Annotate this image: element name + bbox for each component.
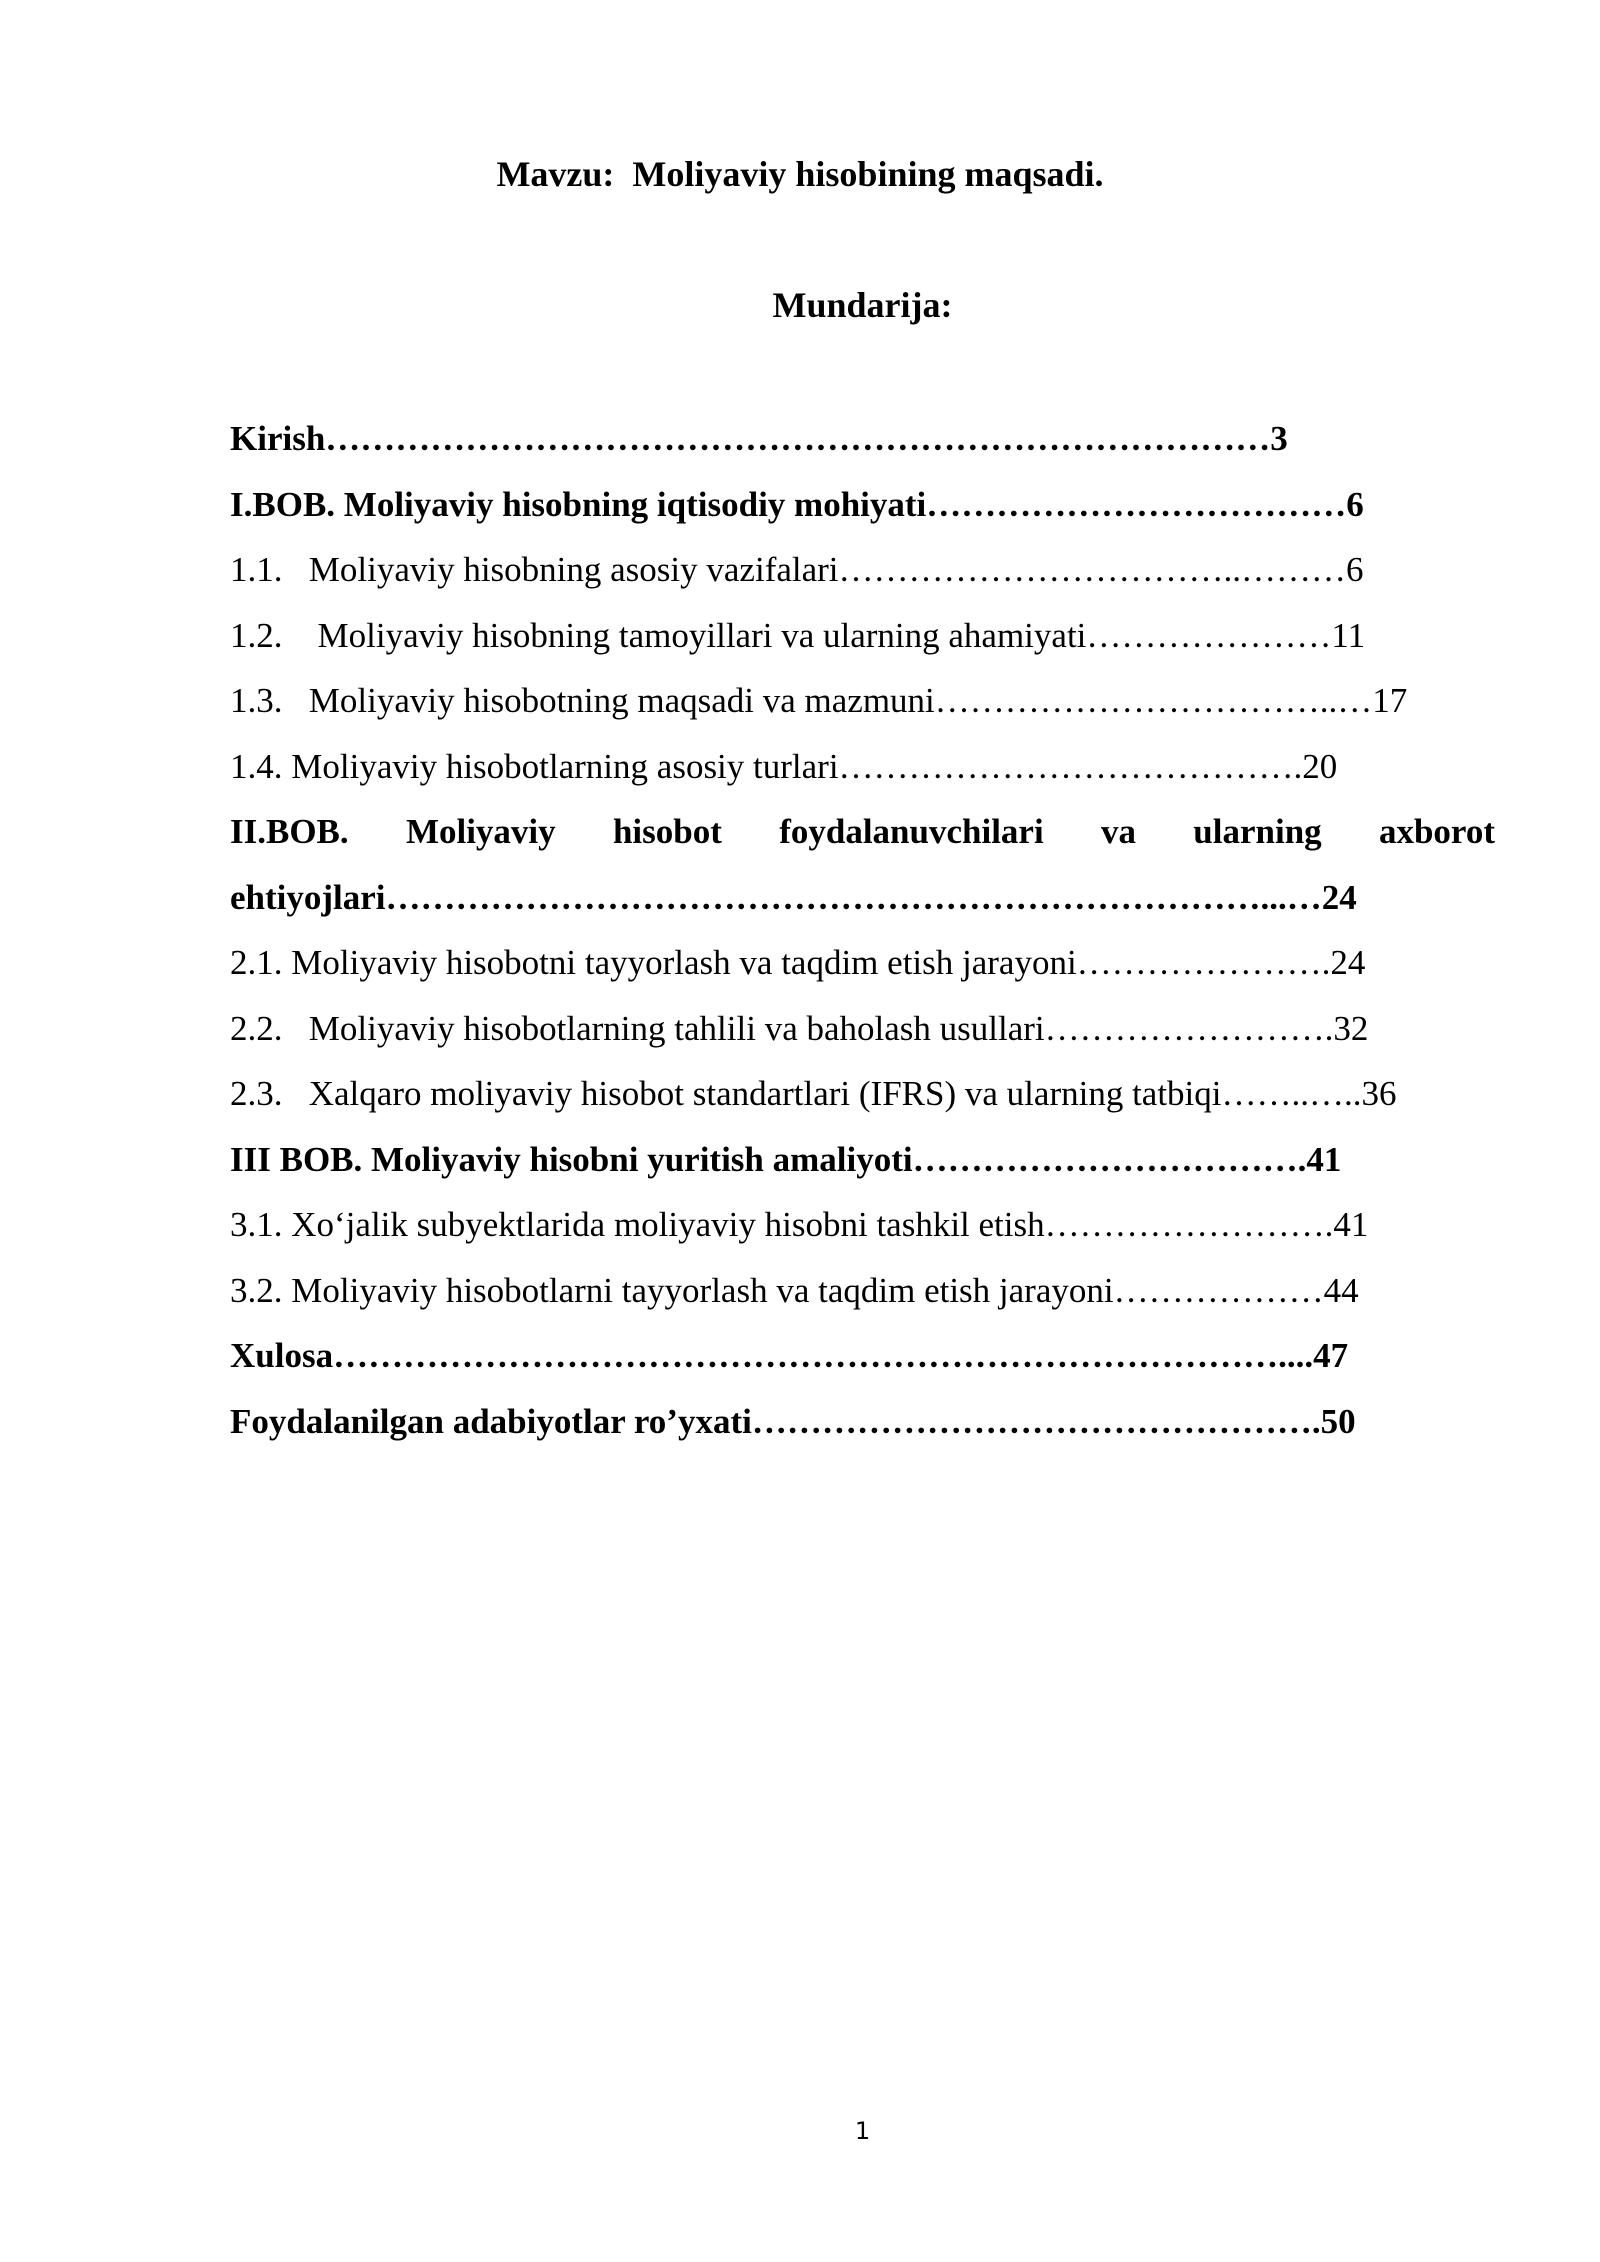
toc-entry-section-1-1: 1.1. Moliyaviy hisobning asosiy vazifalari……………………………..………6 <box>230 550 1364 589</box>
toc-entry-chapter-3: III BOB. Moliyaviy hisobni yuritish amaliyoti…………………………….41 <box>230 1139 1342 1179</box>
table-of-contents <box>230 410 1495 1458</box>
contents-heading: Mundarija: <box>772 285 953 325</box>
toc-word: hisobot <box>612 812 722 851</box>
toc-entry-chapter-2 <box>230 803 1495 869</box>
toc-entry-chapter-2-continued: ehtiyojlari…………………………………………………………………...…24 <box>230 877 1357 917</box>
toc-word: axborot <box>1378 812 1495 851</box>
toc-word: va <box>1100 812 1136 851</box>
toc-entry-bibliography: Foydalanilgan adabiyotlar ro’yxati………………………………………….50 <box>230 1401 1356 1441</box>
toc-entry-section-1-3: 1.3. Moliyaviy hisobotning maqsadi va mazmuni……………………………..…17 <box>230 681 1408 720</box>
toc-entry-section-2-2: 2.2. Moliyaviy hisobotlarning tahlili va baholash usullari…………………….32 <box>230 1008 1369 1048</box>
toc-entry-xulosa: Xulosa………………………………………………………………………....47 <box>230 1336 1349 1375</box>
toc-word: ularning <box>1193 812 1322 851</box>
toc-entry-section-3-1: 3.1. Xo‘jalik subyektlarida moliyaviy hisobni tashkil etish…………………….41 <box>230 1205 1369 1244</box>
toc-entry-section-2-3: 2.3. Xalqaro moliyaviy hisobot standartlari (IFRS) va ularning tatbiqi……..…..36 <box>230 1074 1397 1113</box>
toc-entry-kirish: Kirish………………………………………………………………………3 <box>230 419 1288 458</box>
document-topic: Mavzu: Moliyaviy hisobining maqsadi. <box>496 154 1104 194</box>
toc-word: II.BOB. <box>230 812 349 851</box>
toc-entry-section-2-1: 2.1. Moliyaviy hisobotni tayyorlash va taqdim etish jarayoni………………….24 <box>230 943 1366 982</box>
toc-entry-section-3-2: 3.2. Moliyaviy hisobotlarni tayyorlash va taqdim etish jarayoni………………44 <box>230 1270 1359 1310</box>
toc-entry-section-1-2: 1.2. Moliyaviy hisobning tamoyillari va ularning ahamiyati…………………11 <box>230 615 1366 655</box>
page-number: 1 <box>854 2117 871 2145</box>
toc-entry-section-1-4: 1.4. Moliyaviy hisobotlarning asosiy turlari………………………………….20 <box>230 746 1338 786</box>
toc-entry-chapter-1: I.BOB. Moliyaviy hisobning iqtisodiy mohiyati………………………………6 <box>230 484 1364 524</box>
toc-word: Moliyaviy <box>405 812 556 851</box>
toc-word: foydalanuvchilari <box>779 812 1044 851</box>
